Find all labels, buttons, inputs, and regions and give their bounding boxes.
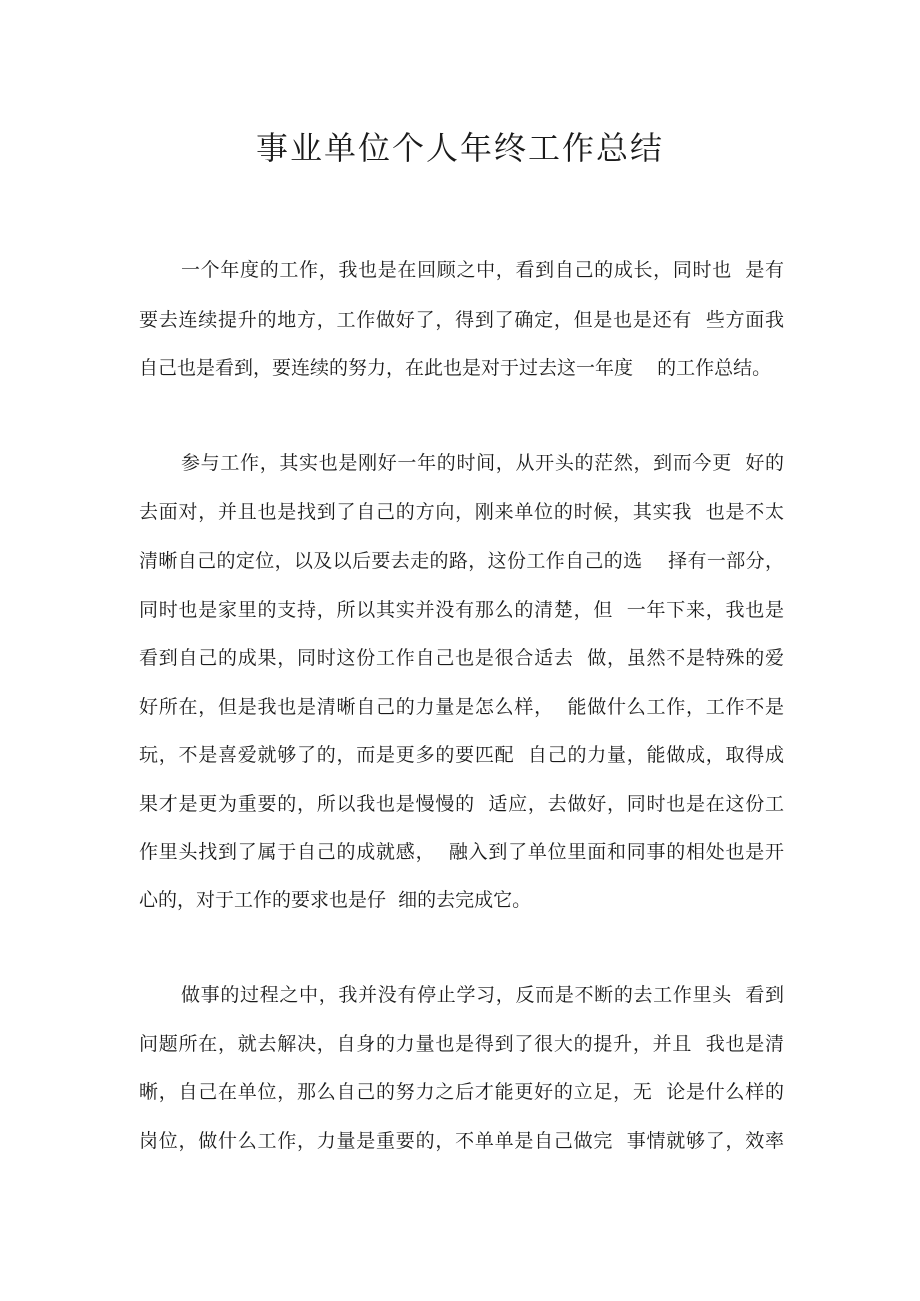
paragraph-2-line-9: 作里头找到了属于自己的成就感， 融入到了单位里面和同事的相处也是开 (139, 841, 784, 863)
paragraph-2-line-4: 同时也是家里的支持，所以其实并没有那么的清楚，但 一年下来，我也是 (139, 599, 784, 621)
paragraph-3-line-1: 做事的过程之中，我并没有停止学习，反而是不断的去工作里头 看到 (181, 984, 784, 1006)
paragraph-2-line-2: 去面对，并且也是找到了自己的方向，刚来单位的时候，其实我 也是不太 (139, 501, 784, 523)
paragraph-3-line-2: 问题所在，就去解决，自身的力量也是得到了很大的提升，并且 我也是清 (139, 1033, 784, 1055)
paragraph-2-line-8: 果才是更为重要的，所以我也是慢慢的 适应，去做好，同时也是在这份工 (139, 793, 784, 815)
paragraph-2-line-10: 心的，对于工作的要求也是仔 细的去完成它。 (139, 889, 532, 911)
paragraph-3-line-4: 岗位，做什么工作，力量是重要的，不单单是自己做完 事情就够了，效率 (139, 1130, 784, 1152)
paragraph-2-line-5: 看到自己的成果，同时这份工作自己也是很合适去 做，虽然不是特殊的爱 (139, 647, 784, 669)
paragraph-2-line-3: 清晰自己的定位，以及以后要去走的路，这份工作自己的选 择有一部分， (139, 550, 784, 572)
paragraph-2-line-6: 好所在，但是我也是清晰自己的力量是怎么样， 能做什么工作，工作不是 (139, 696, 784, 718)
paragraph-1-line-3: 自己也是看到，要连续的努力，在此也是对于过去这一年度 的工作总结。 (139, 357, 772, 379)
document-title: 事业单位个人年终工作总结 (255, 129, 664, 167)
paragraph-2-line-7: 玩，不是喜爱就够了的，而是更多的要匹配 自己的力量，能做成，取得成 (139, 744, 784, 766)
paragraph-3-line-3: 晰，自己在单位，那么自己的努力之后才能更好的立足，无 论是什么样的 (139, 1081, 784, 1103)
paragraph-1-line-2: 要去连续提升的地方，工作做好了，得到了确定，但是也是还有 些方面我 (139, 309, 784, 331)
paragraph-1-line-1: 一个年度的工作，我也是在回顾之中，看到自己的成长，同时也 是有 (181, 259, 784, 281)
paragraph-2-line-1: 参与工作，其实也是刚好一年的时间，从开头的茫然，到而今更 好的 (181, 452, 784, 474)
